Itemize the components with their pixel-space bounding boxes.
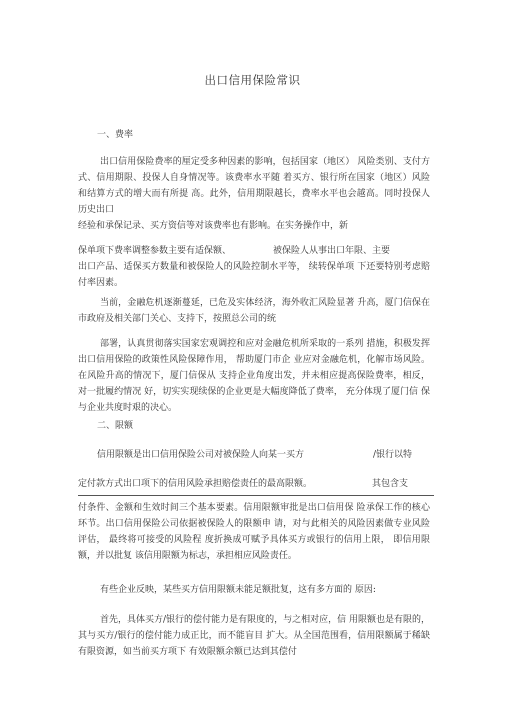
paragraph-fees-4: 部署，认真贯彻落实国家宏观调控和应对金融危机所采取的一系列 措施，积极发挥出口信用保险的政策性风险保障作用， 帮助厦门市企 业应对金融危机，化解市场风险。在风险升高的情况下，厦门信保从 支持企业角度出发，并未相应提高保险费率，相反，对一批履约情况 好，切实实现续保的企业更是大幅度降低了费率， 充分体现了厦门信 保与企业共度时艰的决心。 — [78, 339, 430, 413]
paragraph-fees-2: 出口产品、适保买方数量和被保险人的风险控制水平等， 续转保单项 下还要特别考虑赔付率因素。 — [78, 262, 430, 288]
paragraph-fees-3: 当前，金融危机逐渐蔓延，已危及实体经济，海外收汇风险显著 升高，厦门信保在市政府及相关部门关心、支持下，按照总公司的统 — [78, 298, 430, 324]
paragraph-limits-1-part-b: /银行以特 — [373, 450, 413, 460]
paragraph-limits-1-part-c: 定付款方式出口项下的信用风险承担赔偿责任的最高限额。 — [78, 479, 313, 489]
paragraph-limits-1-part-a: 信用限额是出口信用保险公司对被保险人向某一买方 — [97, 450, 305, 460]
paragraph-limits-3: 有些企业反映，某些买方信用限额未能足额批复，这有多方面的 原因: — [100, 585, 376, 595]
document-title: 出口信用保险常识 — [204, 73, 301, 87]
paragraph-fees-2-part-a: 保单项下费率调整参数主要有适保额、 — [78, 246, 232, 256]
paragraph-fees-2-part-b: 被保险人从事出口年限、主要 — [273, 246, 391, 256]
section-heading-limits: 二、限额 — [97, 421, 134, 431]
section-heading-fees: 一、费率 — [97, 130, 134, 140]
paragraph-limits-2: 付条件、金额和生效时间三个基本要素。信用限额审批是出口信用保 险承保工作的核心环节。出口信用保险公司依据被保险人的限额申 请，对与此相关的风险因素做专业风险评估， 最终将可接受的风险程 度折换成可赋予具体买方或银行的信用上限， 即信用限额，并以批复 该信用限额为标志，承担相应风险责任。 — [78, 503, 430, 561]
paragraph-limits-1-part-d: 其包含支 — [372, 479, 409, 489]
horizontal-rule — [78, 495, 434, 496]
paragraph-fees-1: 出口信用保险费率的厘定受多种因素的影响，包括国家（地区） 风险类别、支付方式、信用期限、投保人自身情况等。该费率水平随 着买方、银行所在国家（地区）风险和结算方式的增大而有所提 高。此外，信用期限越长，费率水平也会越高。同时投保人历史出口 — [78, 157, 430, 215]
paragraph-limits-4: 首先，具体买方/银行的偿付能力是有限度的，与之相对应，信 用限额也是有限的，其与买方/银行的偿付能力成正比，而不能盲目 扩大。从全国范围看，信用限额属于稀缺有限资源，如当前买方项下 有效限额余额已达到其偿付 — [78, 615, 430, 657]
paragraph-fees-1-tail: 经验和承保记录、买方资信等对该费率也有影响。在实务操作中，新 — [78, 221, 349, 231]
